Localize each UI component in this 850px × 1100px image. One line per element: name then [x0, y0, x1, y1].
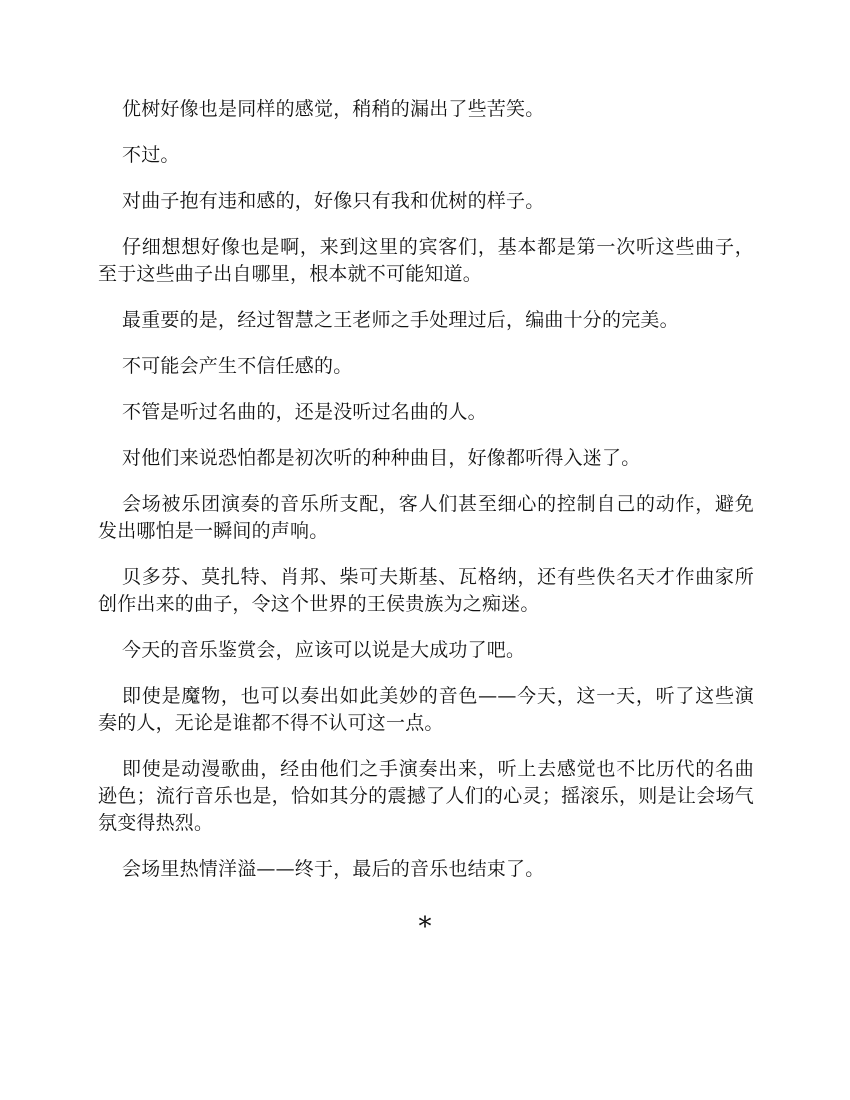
paragraph: 不管是听过名曲的，还是没听过名曲的人。	[122, 401, 487, 423]
paragraph: 对曲子抱有违和感的，好像只有我和优树的样子。	[122, 190, 545, 212]
paragraph: 仔细想想好像也是啊，来到这里的宾客们，基本都是第一次听这些曲子，至于这些曲子出自哪里，根本就不可能知道。	[98, 236, 754, 285]
paragraph: 不过。	[122, 144, 180, 166]
paragraph: 即使是魔物，也可以奏出如此美妙的音色——今天，这一天，听了这些演奏的人，无论是谁都不得不认可这一点。	[98, 685, 754, 734]
document-body	[98, 96, 754, 902]
paragraph: 最重要的是，经过智慧之王老师之手处理过后，编曲十分的完美。	[122, 309, 679, 331]
paragraph: 今天的音乐鉴赏会，应该可以说是大成功了吧。	[122, 639, 526, 661]
paragraph: 会场被乐团演奏的音乐所支配，客人们甚至细心的控制自己的动作，避免发出哪怕是一瞬间的声响。	[98, 493, 754, 542]
paragraph: 对他们来说恐怕都是初次听的种种曲目，好像都听得入迷了。	[122, 447, 641, 469]
paragraph: 贝多芬、莫扎特、肖邦、柴可夫斯基、瓦格纳，还有些佚名天才作曲家所创作出来的曲子，令这个世界的王侯贵族为之痴迷。	[98, 566, 754, 615]
paragraph: 不可能会产生不信任感的。	[122, 355, 353, 377]
section-separator: *	[418, 912, 432, 942]
paragraph: 即使是动漫歌曲，经由他们之手演奏出来，听上去感觉也不比历代的名曲逊色；流行音乐也是，恰如其分的震撼了人们的心灵；摇滚乐，则是让会场气氛变得热烈。	[98, 758, 754, 834]
paragraph: 优树好像也是同样的感觉，稍稍的漏出了些苦笑。	[122, 98, 545, 120]
paragraph: 会场里热情洋溢——终于，最后的音乐也结束了。	[122, 858, 545, 880]
